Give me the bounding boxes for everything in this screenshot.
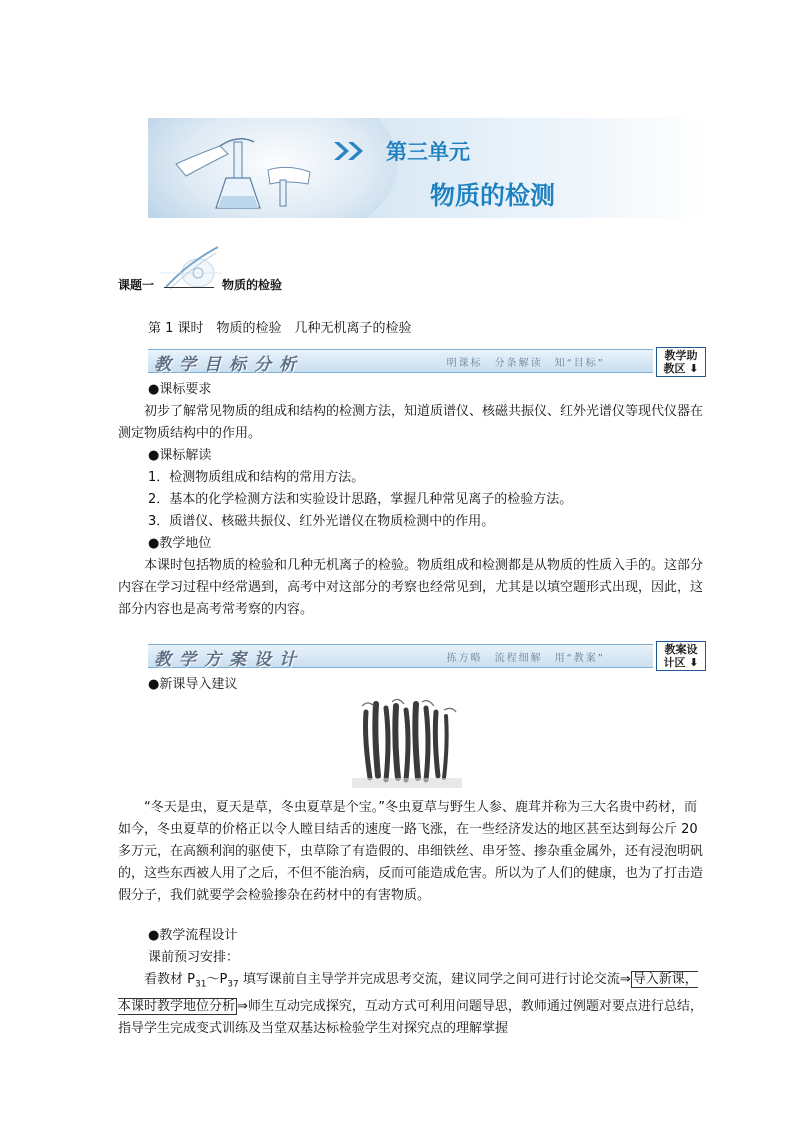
section-bar-subtitle: 明课标 分条解读 知“目标” [446, 358, 605, 369]
reading-item-1: 1．检测物质组成和结构的常用方法。 [148, 470, 365, 485]
cordyceps-photo [352, 698, 462, 788]
section-bar-plan-design [148, 644, 653, 668]
unit-title: 物质的检测 [430, 181, 556, 210]
flow-tilde: ～P [206, 972, 228, 987]
topic-divider [164, 287, 214, 288]
curriculum-requirements-text: 初步了解常见物质的组成和结构的检测方法，知道质谱仪、核磁共振仪、红外光谱仪等现代仪器在测定物质结构中的作用。 [118, 404, 704, 441]
badge-line2: 计区 ⬇ [663, 656, 699, 669]
teaching-flow-text [118, 969, 708, 1040]
flow-page-start: 31 [194, 979, 207, 990]
heading-curriculum-reading: ●课标解读 [148, 448, 212, 463]
flow-text-b: 填写课前自主导学并完成思考交流，建议同学之间可进行讨论交流⇒ [238, 972, 631, 987]
teaching-aid-badge [656, 347, 706, 377]
heading-teaching-status: ●教学地位 [148, 536, 212, 551]
section-bar-title: 教学目标分析 [154, 355, 304, 375]
chevron-right-icon [332, 140, 372, 162]
heading-teaching-flow: ●教学流程设计 [148, 928, 238, 943]
unit-banner [148, 118, 710, 218]
reading-item-2: 2．基本的化学检测方法和实验设计思路，掌握几种常见离子的检验方法。 [148, 492, 573, 507]
badge-line2: 教区 ⬇ [663, 362, 699, 375]
badge-line1: 教案设 [664, 643, 698, 656]
topic-label: 课题一 [118, 278, 155, 292]
flow-page-end: 37 [227, 979, 239, 990]
section-bar-title: 教学方案设计 [154, 650, 304, 670]
reading-item-3: 3．质谱仪、核磁共振仪、红外光谱仪在物质检测中的作用。 [148, 514, 495, 529]
badge-line1: 教学助 [664, 349, 698, 362]
preview-arrangement-label: 课前预习安排： [148, 950, 240, 965]
heading-curriculum-requirements: ●课标要求 [148, 382, 212, 397]
lesson-title: 第 1 课时 物质的检验 几种无机离子的检验 [148, 321, 412, 336]
lesson-plan-badge [656, 641, 706, 671]
teaching-status-text: 本课时包括物质的检验和几种无机离子的检验。物质组成和检测都是从物质的性质入手的。这部分内容在学习过程中经常遇到，高考中对这部分的考察也经常见到，尤其是以填空题形式出现，因此，这部分内容也是高考常考察的内容。 [118, 558, 704, 617]
new-lesson-intro-text: “冬天是虫，夏天是草，冬虫夏草是个宝。”冬虫夏草与野生人参、鹿茸并称为三大名贵中药材，而如今，冬虫夏草的价格正以令人瞠目结舌的速度一路飞涨，在一些经济发达的地区甚至达到每公斤 20 多万元，在高额利润的驱使下，虫草除了有造假的、串细铁丝、串牙签、掺杂重金属外，还有浸泡明矾的，这些东西被人用了之后，不但不能治病，反而可能造成危害。所以为了人们的健康，也为了打击造假分子，我们就要学会检验掺杂在药材中的有害物质。 [118, 800, 704, 903]
flow-text-a: 看教材 P [144, 972, 195, 987]
unit-label: 第三单元 [386, 140, 470, 164]
lab-flask-illustration [168, 124, 318, 216]
heading-new-lesson-intro: ●新课导入建议 [148, 677, 238, 692]
section-bar-subtitle: 拣方略 流程细解 用“教案” [446, 653, 605, 664]
flow-boxed-step: 导入新课，本课时教学地位分析 [118, 972, 698, 1014]
topic-name: 物质的检验 [222, 278, 283, 292]
flow-text-c: ⇒师生互动完成探究，互动方式可利用问题导思，教师通过例题对要点进行总结，指导学生完成变式训练及当堂双基达标检验学生对探究点的理解掌握 [118, 998, 703, 1036]
section-bar-objectives [148, 349, 653, 373]
